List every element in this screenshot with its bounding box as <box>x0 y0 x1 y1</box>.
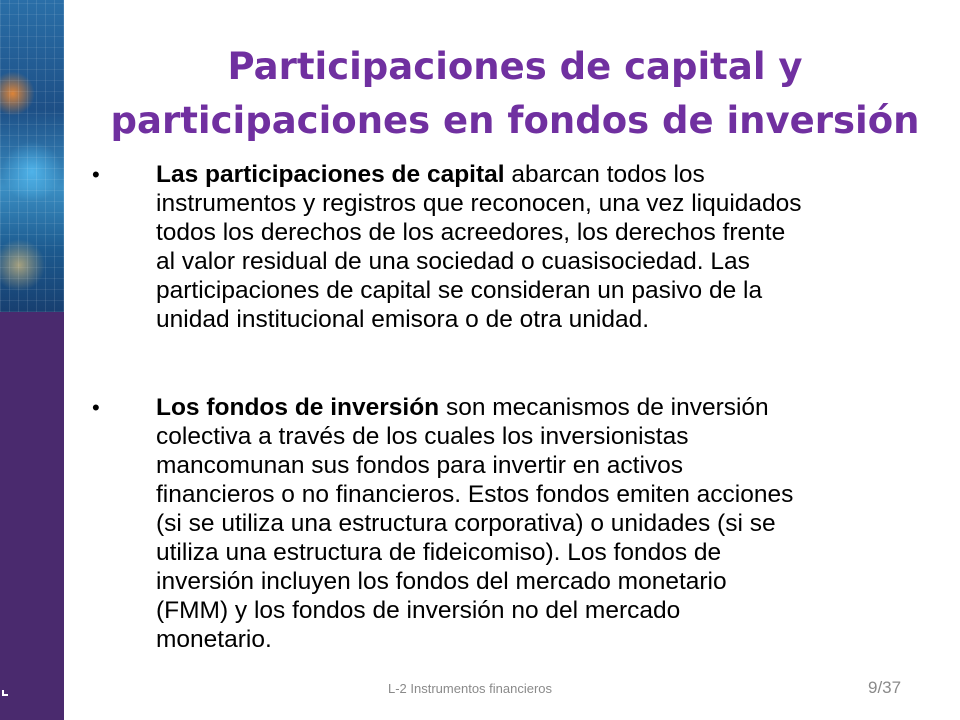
bullet-text: son mecanismos de inversión <box>439 394 769 421</box>
bullet-line: utiliza una estructura de fideicomiso). Los fondos de <box>156 539 722 566</box>
bullet-item-participaciones <box>92 160 942 334</box>
bullet-line: todos los derechos de los acreedores, los derechos frente <box>156 219 786 246</box>
bullet-line: (si se utiliza una estructura corporativa) o unidades (si se <box>156 510 776 537</box>
bullet-line: unidad institucional emisora o de otra unidad. <box>156 306 650 333</box>
bullet-line: financieros o no financieros. Estos fondos emiten acciones <box>156 481 794 508</box>
bullet-line: instrumentos y registros que reconocen, una vez liquidados <box>156 190 802 217</box>
bullet-line <box>156 160 942 189</box>
bullet-line: (FMM) y los fondos de inversión no del mercado <box>156 597 681 624</box>
footer-title: L-2 Instrumentos financieros <box>388 681 553 696</box>
bullet-lead: Las participaciones de capital <box>156 161 505 188</box>
decorative-sidebar <box>0 0 64 720</box>
bullet-line: al valor residual de una sociedad o cuasisociedad. Las <box>156 248 750 275</box>
sidebar-image <box>0 0 64 312</box>
bullet-line: inversión incluyen los fondos del mercado monetario <box>156 568 727 595</box>
bullet-icon: • <box>92 395 100 420</box>
bullet-line <box>156 393 942 422</box>
bullet-line: mancomunan sus fondos para invertir en activos <box>156 452 684 479</box>
bullet-text: abarcan todos los <box>504 161 705 188</box>
sidebar-corner-mark <box>2 690 8 696</box>
slide-title-line-2: participaciones en fondos de inversión <box>110 99 920 142</box>
slide-title <box>80 40 950 148</box>
bullet-line: participaciones de capital se consideran un pasivo de la <box>156 277 763 304</box>
bullet-lead: Los fondos de inversión <box>156 394 440 421</box>
page-number: 9/37 <box>868 678 902 697</box>
bullet-item-fondos <box>92 393 942 654</box>
bullet-line: colectiva a través de los cuales los inversionistas <box>156 423 689 450</box>
bullet-list <box>92 160 942 654</box>
slide-title-line-1: Participaciones de capital y <box>227 45 803 88</box>
bullet-line: monetario. <box>156 626 272 653</box>
bullet-icon: • <box>92 162 100 187</box>
